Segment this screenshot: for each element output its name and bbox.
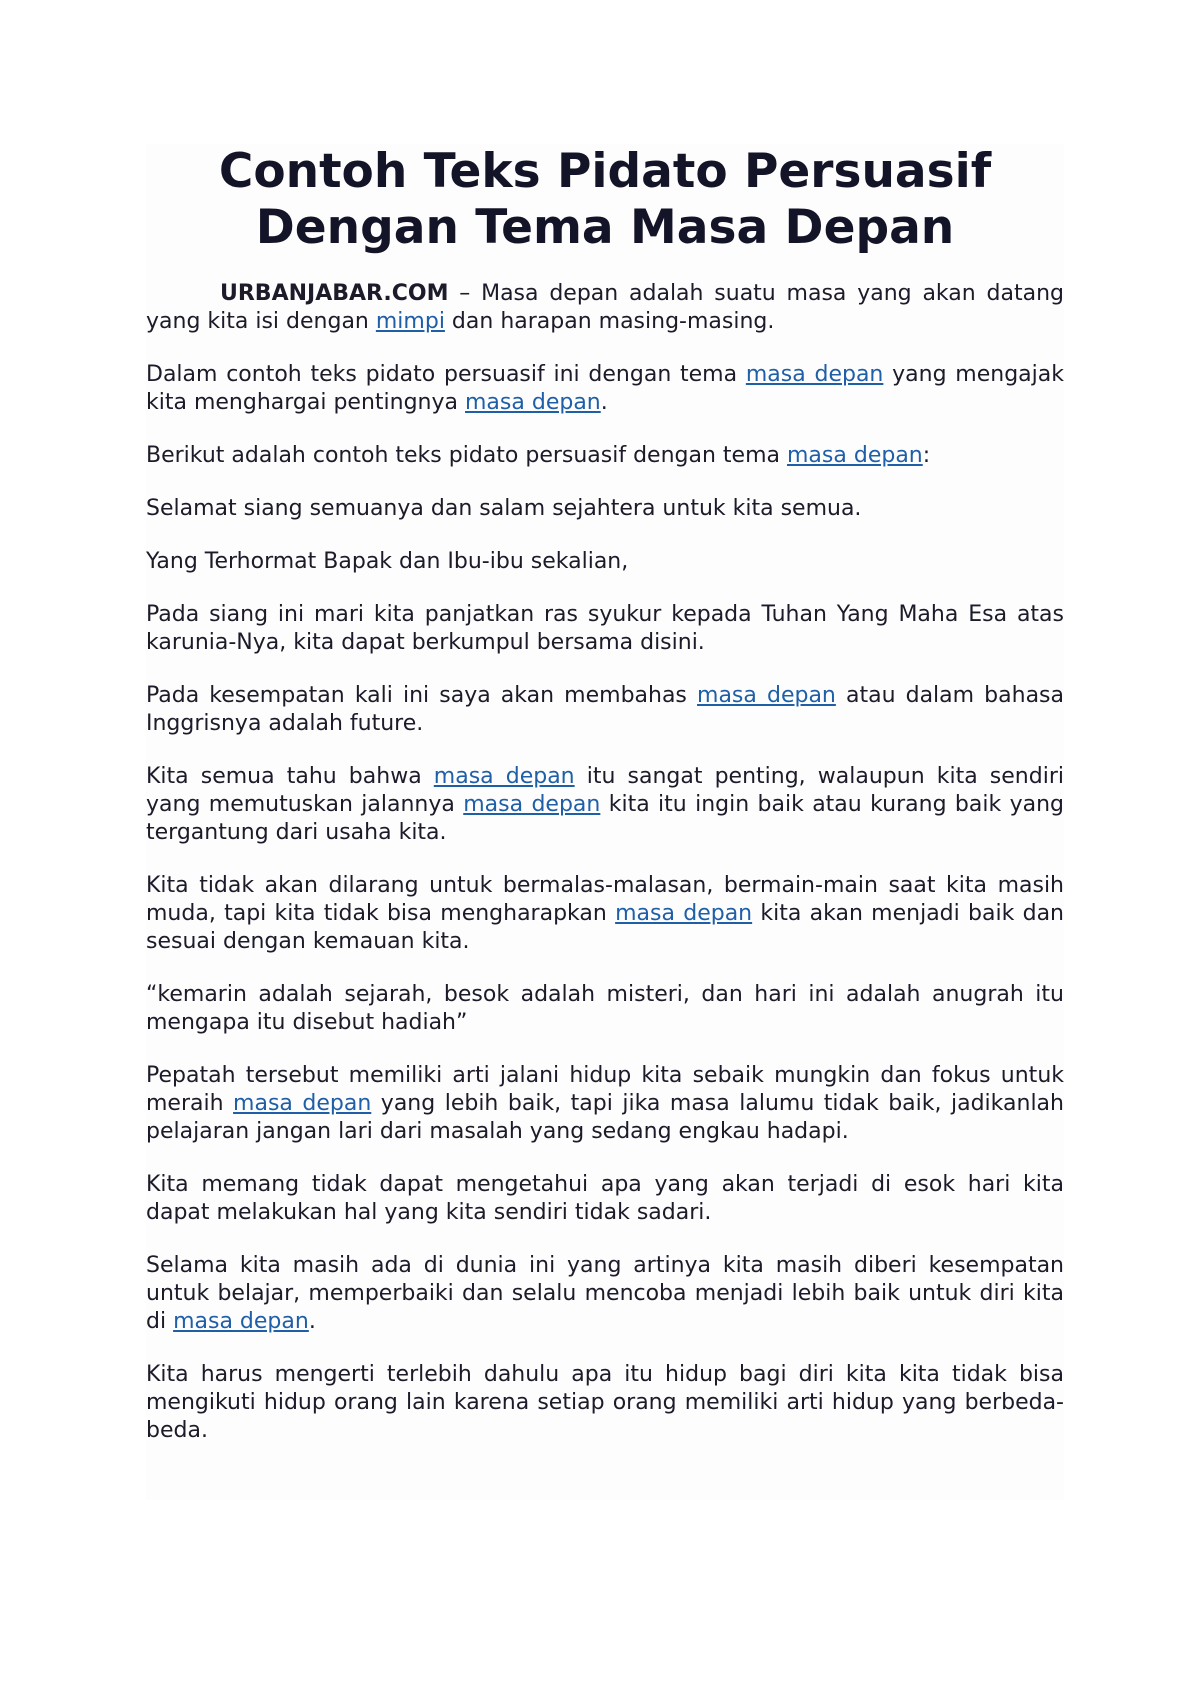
site-brand: URBANJABAR.COM bbox=[220, 281, 449, 306]
paragraph-text: Berikut adalah contoh teks pidato persuasif dengan tema bbox=[146, 443, 787, 468]
link-masa-depan[interactable]: masa depan bbox=[615, 901, 753, 926]
link-masa-depan[interactable]: masa depan bbox=[433, 764, 575, 789]
link-masa-depan[interactable]: masa depan bbox=[233, 1091, 372, 1116]
paragraph-text: Dalam contoh teks pidato persuasif ini dengan tema bbox=[146, 362, 746, 387]
paragraph-intro bbox=[146, 280, 1064, 336]
paragraph-text: kita itu ingin baik atau kurang baik yang tergantung dari usaha kita. bbox=[146, 792, 1064, 845]
link-masa-depan[interactable]: masa depan bbox=[465, 390, 601, 415]
paragraph-text: . bbox=[308, 1309, 316, 1334]
paragraph-text: yang lebih baik, tapi jika masa lalumu tidak baik, jadikanlah pelajaran jangan lari dari masalah yang sedang engkau hadapi. bbox=[146, 1091, 1064, 1144]
paragraph-12: Kita memang tidak dapat mengetahui apa yang akan terjadi di esok hari kita dapat melakukan hal yang kita sendiri tidak sadari. bbox=[146, 1172, 1064, 1225]
paragraph-9 bbox=[146, 872, 1064, 956]
link-masa-depan[interactable]: masa depan bbox=[745, 362, 884, 387]
paragraph-8 bbox=[146, 763, 1064, 847]
paragraph-2 bbox=[146, 361, 1064, 417]
paragraph-4: Selamat siang semuanya dan salam sejahtera untuk kita semua. bbox=[146, 496, 862, 521]
paragraph-text: kita akan menjadi baik dan sesuai dengan kemauan kita. bbox=[146, 901, 1064, 954]
link-mimpi[interactable]: mimpi bbox=[375, 309, 445, 334]
paragraph-text: . bbox=[600, 390, 608, 415]
paragraph-14: Kita harus mengerti terlebih dahulu apa itu hidup bagi diri kita kita tidak bisa mengikuti hidup orang lain karena setiap orang memiliki arti hidup yang berbeda-beda. bbox=[146, 1362, 1064, 1443]
link-masa-depan[interactable]: masa depan bbox=[787, 443, 923, 468]
link-masa-depan[interactable]: masa depan bbox=[173, 1309, 309, 1334]
page-title-line-2: Dengan Tema Masa Depan bbox=[255, 200, 955, 255]
page-title-line-1: Contoh Teks Pidato Persuasif bbox=[218, 144, 992, 199]
paragraph-text: atau dalam bahasa Inggrisnya adalah future. bbox=[146, 683, 1064, 736]
paragraph-5: Yang Terhormat Bapak dan Ibu-ibu sekalian, bbox=[146, 549, 629, 574]
page-title bbox=[146, 144, 1064, 256]
paragraph-text: – Masa depan adalah suatu masa yang akan datang yang kita isi dengan bbox=[146, 281, 1064, 334]
paragraph-text: : bbox=[922, 443, 931, 468]
paragraph-text: Pepatah tersebut memiliki arti jalani hidup kita sebaik mungkin dan fokus untuk meraih bbox=[146, 1063, 1064, 1116]
paragraph-text: Kita tidak akan dilarang untuk bermalas-malasan, bermain-main saat kita masih muda, tapi kita tidak bisa mengharapkan bbox=[146, 873, 1064, 926]
paragraph-11 bbox=[146, 1062, 1064, 1146]
link-masa-depan[interactable]: masa depan bbox=[463, 792, 601, 817]
paragraph-text: yang mengajak kita menghargai pentingnya bbox=[146, 362, 1064, 415]
paragraph-6: Pada siang ini mari kita panjatkan ras syukur kepada Tuhan Yang Maha Esa atas karunia-Nya, kita dapat berkumpul bersama disini. bbox=[146, 602, 1064, 655]
paragraph-text: Kita semua tahu bahwa bbox=[146, 764, 434, 789]
paragraph-7 bbox=[146, 682, 1064, 738]
paragraph-text: Pada kesempatan kali ini saya akan membahas bbox=[146, 683, 698, 708]
document-body bbox=[146, 144, 1064, 1470]
paragraph-3 bbox=[146, 442, 1064, 470]
paragraph-text: Selama kita masih ada di dunia ini yang artinya kita masih diberi kesempatan untuk belajar, memperbaiki dan selalu mencoba menjadi lebih baik untuk diri kita di bbox=[146, 1253, 1064, 1334]
link-masa-depan[interactable]: masa depan bbox=[697, 683, 836, 708]
paragraph-quote: “kemarin adalah sejarah, besok adalah misteri, dan hari ini adalah anugrah itu mengapa itu disebut hadiah” bbox=[146, 982, 1064, 1035]
paragraph-text: itu sangat penting, walaupun kita sendiri yang memutuskan jalannya bbox=[146, 764, 1064, 817]
paragraph-13 bbox=[146, 1252, 1064, 1336]
paragraph-text: dan harapan masing-masing. bbox=[444, 309, 775, 334]
